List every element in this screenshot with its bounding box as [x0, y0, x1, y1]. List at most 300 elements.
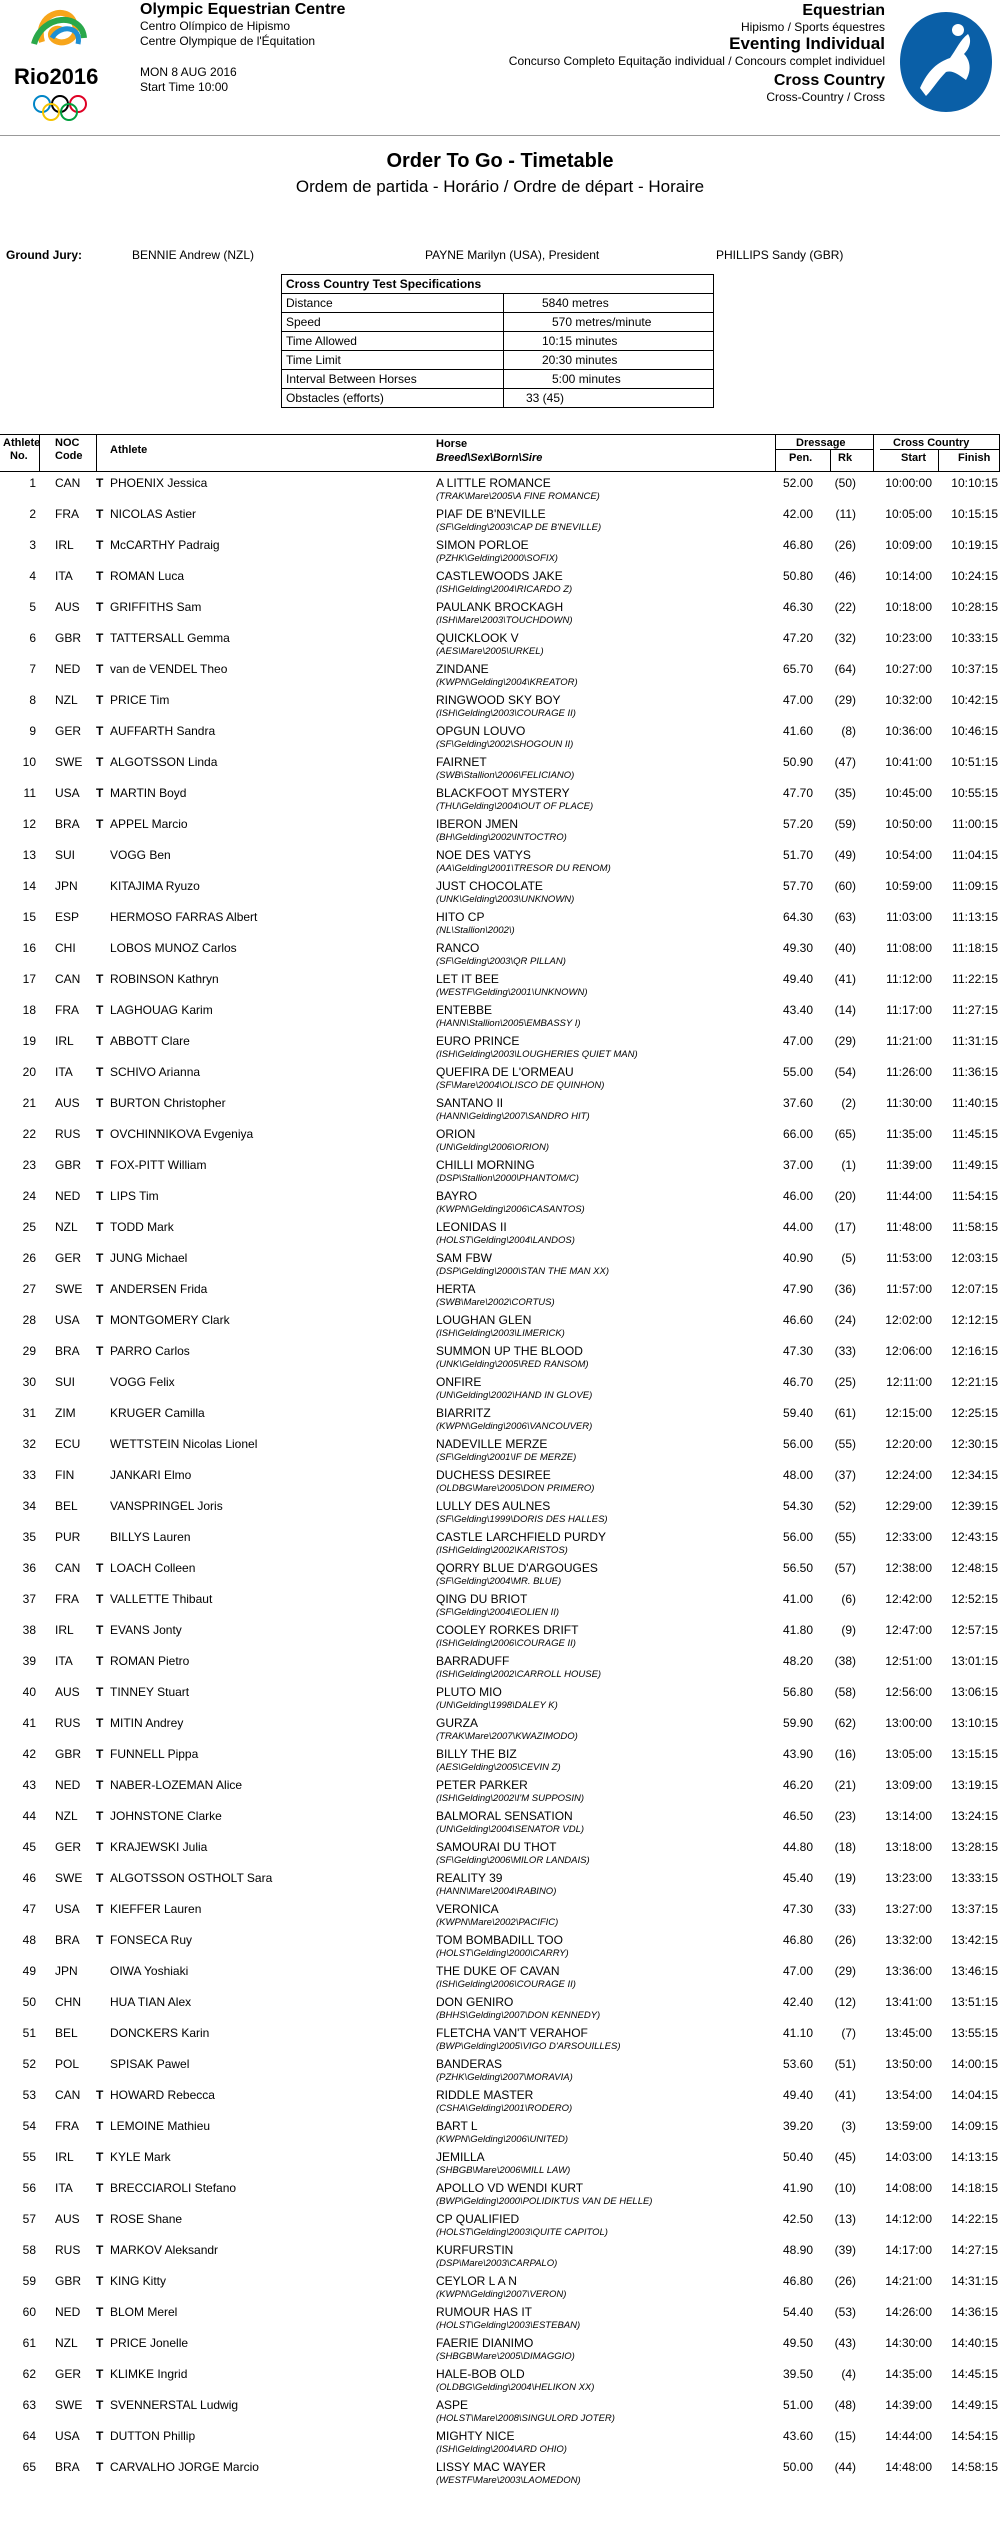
- finish-time: 14:00:15: [951, 2057, 998, 2071]
- finish-time: 12:07:15: [951, 1282, 998, 1296]
- athlete-name: KYLE Mark: [110, 2150, 171, 2164]
- noc-code: CAN: [55, 1561, 81, 1575]
- noc-code: GBR: [55, 1158, 82, 1172]
- table-row: [0, 1282, 1000, 1313]
- dressage-rank: (23): [834, 1809, 856, 1823]
- athlete-name: ALGOTSSON OSTHOLT Sara: [110, 1871, 273, 1885]
- team-flag: T: [96, 600, 104, 614]
- start-time: 10:00:00: [885, 476, 932, 490]
- dressage-rank: (55): [834, 1530, 856, 1544]
- athlete-no: 33: [22, 1468, 36, 1482]
- athlete-no: 1: [29, 476, 36, 490]
- athlete-name: BRECCIAROLI Stefano: [110, 2181, 237, 2195]
- athlete-no: 55: [22, 2150, 36, 2164]
- noc-code: ITA: [55, 569, 73, 583]
- horse-breed: (OLDBG\Gelding\2004\HELIKON XX): [436, 2382, 595, 2393]
- start-time: 11:35:00: [886, 1127, 932, 1141]
- start-time: 14:30:00: [885, 2336, 932, 2350]
- table-row: [0, 2026, 1000, 2057]
- dressage-penalty: 44.80: [782, 1840, 813, 1854]
- noc-code: CHN: [55, 1995, 81, 2009]
- horse-breed: (HOLST\Mare\2008\SINGULORD JOTER): [436, 2413, 615, 2424]
- spec-label: Speed: [282, 313, 504, 332]
- noc-code: IRL: [55, 1623, 74, 1637]
- athlete-no: 12: [22, 817, 36, 831]
- horse-breed: (ISH\Gelding\2002\CARROLL HOUSE): [436, 1669, 602, 1680]
- noc-code: BEL: [55, 2026, 78, 2040]
- spec-label: Interval Between Horses: [282, 370, 504, 389]
- athlete-no: 3: [29, 538, 36, 552]
- venue-name-fr: Centre Olympique de l'Équitation: [140, 34, 316, 48]
- finish-time: 14:18:15: [951, 2181, 998, 2195]
- dressage-rank: (38): [834, 1654, 856, 1668]
- rio2016-logo: [12, 4, 112, 124]
- table-row: [0, 1375, 1000, 1406]
- start-time: 11:26:00: [886, 1065, 932, 1079]
- athlete-name: HUA TIAN Alex: [110, 1995, 192, 2009]
- dressage-penalty: 47.90: [782, 1282, 813, 1296]
- horse-name: THE DUKE OF CAVAN: [436, 1964, 560, 1978]
- dressage-penalty: 46.00: [782, 1189, 813, 1203]
- dressage-penalty: 37.60: [782, 1096, 813, 1110]
- dressage-penalty: 51.70: [782, 848, 813, 862]
- table-row: [0, 1313, 1000, 1344]
- noc-code: NZL: [55, 1220, 78, 1234]
- horse-breed: (OLDBG\Mare\2005\DON PRIMERO): [436, 1483, 595, 1494]
- dressage-penalty: 40.90: [782, 1251, 813, 1265]
- finish-time: 14:45:15: [951, 2367, 998, 2381]
- horse-name: NOE DES VATYS: [436, 848, 531, 862]
- dressage-rank: (13): [834, 2212, 856, 2226]
- dressage-penalty: 46.60: [782, 1313, 813, 1327]
- horse-breed: (SF\Gelding\2001\IF DE MERZE): [436, 1452, 577, 1463]
- dressage-penalty: 47.00: [782, 1964, 813, 1978]
- dressage-penalty: 45.40: [782, 1871, 813, 1885]
- dressage-rank: (17): [834, 1220, 856, 1234]
- athlete-no: 6: [29, 631, 36, 645]
- table-row: [0, 1964, 1000, 1995]
- noc-code: SWE: [55, 1871, 83, 1885]
- finish-time: 12:21:15: [951, 1375, 998, 1389]
- dressage-rank: (58): [834, 1685, 856, 1699]
- ground-jury-label: Ground Jury:: [6, 248, 83, 262]
- athlete-name: PRICE Jonelle: [110, 2336, 189, 2350]
- athlete-name: ALGOTSSON Linda: [110, 755, 218, 769]
- dressage-rank: (35): [834, 786, 856, 800]
- finish-time: 12:25:15: [951, 1406, 998, 1420]
- horse-name: BIARRITZ: [436, 1406, 491, 1420]
- dressage-penalty: 50.00: [782, 2460, 813, 2474]
- horse-breed: (PZHK\Gelding\2000\SOFIX): [436, 553, 558, 564]
- finish-time: 11:31:15: [952, 1034, 998, 1048]
- table-row: [0, 1592, 1000, 1623]
- athlete-name: KLIMKE Ingrid: [110, 2367, 188, 2381]
- athlete-name: KING Kitty: [110, 2274, 167, 2288]
- athlete-no: 54: [22, 2119, 36, 2133]
- athlete-name: TATTERSALL Gemma: [110, 631, 230, 645]
- dressage-penalty: 47.20: [782, 631, 813, 645]
- col-athlete: Athlete: [110, 444, 148, 456]
- athlete-no: 40: [22, 1685, 36, 1699]
- col-noc: NOC: [55, 437, 80, 449]
- dressage-rank: (3): [841, 2119, 856, 2133]
- horse-breed: (SF\Gelding\2003\CAP DE B'NEVILLE): [436, 522, 602, 533]
- start-time: 12:29:00: [885, 1499, 932, 1513]
- dressage-rank: (41): [834, 2088, 856, 2102]
- dressage-penalty: 47.00: [782, 1034, 813, 1048]
- event-sub: Concurso Completo Equitação individual / Concours complet individuel: [508, 54, 885, 68]
- noc-code: GER: [55, 1251, 82, 1265]
- horse-name: VERONICA: [436, 1902, 499, 1916]
- dressage-penalty: 50.90: [782, 755, 813, 769]
- noc-code: NZL: [55, 2336, 78, 2350]
- dressage-penalty: 39.50: [782, 2367, 813, 2381]
- athlete-name: ANDERSEN Frida: [110, 1282, 208, 1296]
- horse-name: DUCHESS DESIREE: [436, 1468, 551, 1482]
- team-flag: T: [96, 1592, 104, 1606]
- noc-code: FRA: [55, 1592, 79, 1606]
- team-flag: T: [96, 2119, 104, 2133]
- start-time: 10:05:00: [885, 507, 932, 521]
- team-flag: T: [96, 1065, 104, 1079]
- team-flag: T: [96, 2150, 104, 2164]
- horse-breed: (UNK\Gelding\2005\RED RANSOM): [436, 1359, 589, 1370]
- horse-breed: (UN\Gelding\2002\HAND IN GLOVE): [436, 1390, 593, 1401]
- finish-time: 12:03:15: [951, 1251, 998, 1265]
- athlete-no: 28: [22, 1313, 36, 1327]
- dressage-penalty: 46.20: [782, 1778, 813, 1792]
- finish-time: 11:27:15: [952, 1003, 998, 1017]
- horse-breed: (HANN\Mare\2004\RABINO): [436, 1886, 557, 1897]
- horse-name: SAMOURAI DU THOT: [436, 1840, 557, 1854]
- jury-member: BENNIE Andrew (NZL): [132, 248, 255, 262]
- horse-breed: (HANN\Gelding\2007\SANDRO HIT): [436, 1111, 590, 1122]
- horse-name: QORRY BLUE D'ARGOUGES: [436, 1561, 598, 1575]
- horse-breed: (HOLST\Gelding\2003\QUITE CAPITOL): [436, 2227, 608, 2238]
- athlete-no: 56: [22, 2181, 36, 2195]
- horse-name: FAIRNET: [436, 755, 487, 769]
- dressage-rank: (29): [834, 693, 856, 707]
- dressage-rank: (60): [834, 879, 856, 893]
- horse-breed: (KWPN\Gelding\2006\UNITED): [436, 2134, 568, 2145]
- dressage-rank: (33): [834, 1344, 856, 1358]
- athlete-name: FOX-PITT William: [110, 1158, 207, 1172]
- start-time: 14:03:00: [885, 2150, 932, 2164]
- venue-block: [140, 2, 345, 95]
- horse-breed: (SHBGB\Mare\2006\MILL LAW): [436, 2165, 571, 2176]
- horse-breed: (ISH\Gelding\2004\RICARDO Z): [436, 584, 573, 595]
- noc-code: NZL: [55, 1809, 78, 1823]
- finish-time: 10:10:15: [951, 476, 998, 490]
- finish-time: 10:42:15: [951, 693, 998, 707]
- start-time: 13:41:00: [885, 1995, 932, 2009]
- dressage-rank: (7): [841, 2026, 856, 2040]
- table-row: [0, 1623, 1000, 1654]
- team-flag: T: [96, 1685, 104, 1699]
- spec-value: 570 metres/minute: [504, 313, 714, 332]
- dressage-rank: (62): [834, 1716, 856, 1730]
- team-flag: T: [96, 1096, 104, 1110]
- horse-name: CASTLEWOODS JAKE: [436, 569, 563, 583]
- start-time: 13:32:00: [885, 1933, 932, 1947]
- finish-time: 13:19:15: [951, 1778, 998, 1792]
- noc-code: ITA: [55, 1065, 73, 1079]
- athlete-name: KRUGER Camilla: [110, 1406, 205, 1420]
- horse-name: QUEFIRA DE L'ORMEAU: [436, 1065, 574, 1079]
- table-row: [0, 1871, 1000, 1902]
- horse-name: RANCO: [436, 941, 480, 955]
- finish-time: 11:18:15: [952, 941, 998, 955]
- noc-code: FRA: [55, 507, 79, 521]
- table-row: [0, 1902, 1000, 1933]
- horse-breed: (BHHS\Gelding\2007\DON KENNEDY): [436, 2010, 601, 2021]
- start-time: Start Time 10:00: [140, 80, 229, 94]
- dressage-rank: (51): [834, 2057, 856, 2071]
- noc-code: JPN: [55, 879, 78, 893]
- start-time: 12:15:00: [885, 1406, 932, 1420]
- horse-name: ENTEBBE: [436, 1003, 493, 1017]
- dressage-penalty: 43.60: [782, 2429, 813, 2443]
- finish-time: 11:40:15: [952, 1096, 998, 1110]
- table-row: [0, 1220, 1000, 1251]
- horse-breed: (ISH\Gelding\2003\COURAGE II): [436, 708, 576, 719]
- athlete-name: VALLETTE Thibaut: [110, 1592, 213, 1606]
- dressage-rank: (32): [834, 631, 856, 645]
- horse-breed: (ISH\Gelding\2002\I'M SUPPOSIN): [436, 1793, 585, 1804]
- horse-name: BART L: [436, 2119, 478, 2133]
- noc-code: CHI: [55, 941, 76, 955]
- jury-member: PHILLIPS Sandy (GBR): [716, 248, 844, 262]
- table-row: [0, 600, 1000, 631]
- dressage-penalty: 56.00: [782, 1437, 813, 1451]
- horse-name: QUICKLOOK V: [436, 631, 519, 645]
- athlete-name: SVENNERSTAL Ludwig: [110, 2398, 239, 2412]
- athlete-name: HERMOSO FARRAS Albert: [110, 910, 258, 924]
- athlete-name: KRAJEWSKI Julia: [110, 1840, 208, 1854]
- start-time: 12:20:00: [885, 1437, 932, 1451]
- start-time: 10:14:00: [885, 569, 932, 583]
- athlete-no: 8: [29, 693, 36, 707]
- horse-name: REALITY 39: [436, 1871, 503, 1885]
- athlete-name: FONSECA Ruy: [110, 1933, 193, 1947]
- start-time: 11:03:00: [886, 910, 932, 924]
- finish-time: 11:54:15: [952, 1189, 998, 1203]
- table-row: [0, 817, 1000, 848]
- finish-time: 13:28:15: [951, 1840, 998, 1854]
- spec-value: 33 (45): [504, 389, 714, 408]
- horse-name: LISSY MAC WAYER: [436, 2460, 546, 2474]
- start-time: 11:12:00: [886, 972, 932, 986]
- dressage-rank: (15): [834, 2429, 856, 2443]
- table-row: [0, 2212, 1000, 2243]
- dressage-rank: (20): [834, 1189, 856, 1203]
- athlete-name: ABBOTT Clare: [110, 1034, 190, 1048]
- start-time: 14:17:00: [885, 2243, 932, 2257]
- noc-code: AUS: [55, 1096, 80, 1110]
- col-rk: Rk: [838, 452, 853, 464]
- dressage-rank: (18): [834, 1840, 856, 1854]
- horse-breed: (KWPN\Gelding\2006\CASANTOS): [436, 1204, 585, 1215]
- dressage-penalty: 46.50: [782, 1809, 813, 1823]
- dressage-rank: (48): [834, 2398, 856, 2412]
- athlete-no: 50: [22, 1995, 36, 2009]
- dressage-penalty: 42.00: [782, 507, 813, 521]
- finish-time: 13:46:15: [951, 1964, 998, 1978]
- athlete-no: 15: [22, 910, 36, 924]
- athlete-no: 46: [22, 1871, 36, 1885]
- team-flag: T: [96, 2367, 104, 2381]
- athlete-no: 4: [29, 569, 36, 583]
- horse-breed: (KWPN\Gelding\2006\VANCOUVER): [436, 1421, 593, 1432]
- horse-breed: (SWB\Stallion\2006\FELICIANO): [436, 770, 575, 781]
- finish-time: 12:30:15: [951, 1437, 998, 1451]
- team-flag: T: [96, 507, 104, 521]
- athlete-name: LIPS Tim: [110, 1189, 159, 1203]
- noc-code: BRA: [55, 817, 80, 831]
- finish-time: 10:24:15: [951, 569, 998, 583]
- venue-name: Olympic Equestrian Centre: [140, 1, 346, 18]
- noc-code: BEL: [55, 1499, 78, 1513]
- start-time: 13:18:00: [885, 1840, 932, 1854]
- start-time: 11:44:00: [886, 1189, 932, 1203]
- horse-name: KURFURSTIN: [436, 2243, 514, 2257]
- horse-name: MIGHTY NICE: [436, 2429, 515, 2443]
- horse-breed: (ISH\Gelding\2006\COURAGE II): [436, 1979, 576, 1990]
- dressage-rank: (12): [834, 1995, 856, 2009]
- spec-value: 5:00 minutes: [504, 370, 714, 389]
- horse-name: BARRADUFF: [436, 1654, 510, 1668]
- athlete-no: 16: [22, 941, 36, 955]
- horse-breed: (AES\Mare\2005\URKEL): [436, 646, 544, 657]
- start-time: 14:44:00: [885, 2429, 932, 2443]
- horse-breed: (SF\Gelding\2004\MR. BLUE): [436, 1576, 562, 1587]
- athlete-no: 26: [22, 1251, 36, 1265]
- finish-time: 10:19:15: [951, 538, 998, 552]
- finish-time: 13:01:15: [951, 1654, 998, 1668]
- start-time: 10:32:00: [885, 693, 932, 707]
- dressage-penalty: 42.50: [782, 2212, 813, 2226]
- noc-code: ZIM: [55, 1406, 76, 1420]
- dressage-rank: (55): [834, 1437, 856, 1451]
- athlete-name: JOHNSTONE Clarke: [110, 1809, 222, 1823]
- dressage-penalty: 43.40: [782, 1003, 813, 1017]
- dressage-rank: (16): [834, 1747, 856, 1761]
- athlete-no: 11: [23, 786, 36, 800]
- athlete-name: CARVALHO JORGE Marcio: [110, 2460, 259, 2474]
- table-row: [0, 1344, 1000, 1375]
- horse-breed: (NL\Stallion\2002\): [436, 925, 515, 936]
- dressage-rank: (29): [834, 1034, 856, 1048]
- sport-sub: Hipismo / Sports équestres: [740, 20, 885, 34]
- athlete-name: McCARTHY Padraig: [110, 538, 220, 552]
- athlete-no: 20: [22, 1065, 36, 1079]
- athlete-no: 34: [22, 1499, 36, 1513]
- dressage-penalty: 42.40: [782, 1995, 813, 2009]
- athlete-name: TINNEY Stuart: [110, 1685, 190, 1699]
- horse-breed: (ISH\Mare\2003\TOUCHDOWN): [436, 615, 573, 626]
- dressage-rank: (43): [834, 2336, 856, 2350]
- start-time: 14:12:00: [885, 2212, 932, 2226]
- horse-name: RINGWOOD SKY BOY: [436, 693, 561, 707]
- athlete-no: 30: [22, 1375, 36, 1389]
- table-row: [0, 848, 1000, 879]
- athlete-no: 5: [29, 600, 36, 614]
- finish-time: 14:04:15: [951, 2088, 998, 2102]
- team-flag: T: [96, 2243, 104, 2257]
- athlete-no: 22: [22, 1127, 36, 1141]
- table-row: [0, 2057, 1000, 2088]
- athlete-no: 27: [22, 1282, 36, 1296]
- team-flag: T: [96, 2274, 104, 2288]
- start-time: 13:14:00: [885, 1809, 932, 1823]
- table-row: [0, 1747, 1000, 1778]
- team-flag: T: [96, 1344, 104, 1358]
- horse-breed: (TRAK\Mare\2007\KWAZIMODO): [436, 1731, 578, 1742]
- noc-code: ECU: [55, 1437, 81, 1451]
- team-flag: T: [96, 1809, 104, 1823]
- team-flag: T: [96, 1282, 104, 1296]
- horse-name: NADEVILLE MERZE: [436, 1437, 548, 1451]
- start-time: 11:53:00: [886, 1251, 932, 1265]
- noc-code: BRA: [55, 1344, 80, 1358]
- dressage-penalty: 50.80: [782, 569, 813, 583]
- finish-time: 11:04:15: [952, 848, 998, 862]
- col-horse: Horse: [436, 438, 468, 450]
- athlete-name: MARTIN Boyd: [110, 786, 187, 800]
- start-time: 10:54:00: [885, 848, 932, 862]
- start-time: 11:30:00: [886, 1096, 932, 1110]
- dressage-penalty: 41.10: [782, 2026, 813, 2040]
- horse-name: DON GENIRO: [436, 1995, 514, 2009]
- dressage-penalty: 64.30: [782, 910, 813, 924]
- horse-name: FLETCHA VAN'T VERAHOF: [436, 2026, 588, 2040]
- table-row: [0, 1127, 1000, 1158]
- noc-code: GBR: [55, 1747, 82, 1761]
- horse-name: BILLY THE BIZ: [436, 1747, 517, 1761]
- athlete-name: GRIFFITHS Sam: [110, 600, 202, 614]
- athlete-name: PRICE Tim: [110, 693, 170, 707]
- noc-code: BRA: [55, 1933, 80, 1947]
- horse-breed: (SF\Gelding\1999\DORIS DES HALLES): [436, 1514, 608, 1525]
- dressage-penalty: 51.00: [782, 2398, 813, 2412]
- athlete-no: 41: [22, 1716, 36, 1730]
- team-flag: T: [96, 1251, 104, 1265]
- dressage-rank: (41): [834, 972, 856, 986]
- start-time: 14:48:00: [885, 2460, 932, 2474]
- athlete-no: 44: [22, 1809, 36, 1823]
- team-flag: T: [96, 1220, 104, 1234]
- athlete-no: 14: [22, 879, 36, 893]
- athlete-no: 43: [22, 1778, 36, 1792]
- finish-time: 14:58:15: [951, 2460, 998, 2474]
- team-flag: T: [96, 2212, 104, 2226]
- team-flag: T: [96, 1034, 104, 1048]
- start-time: 10:41:00: [885, 755, 932, 769]
- horse-breed: (BH\Gelding\2002\INTOCTRO): [436, 832, 567, 843]
- dressage-rank: (46): [834, 569, 856, 583]
- dressage-rank: (53): [834, 2305, 856, 2319]
- dressage-rank: (36): [834, 1282, 856, 1296]
- start-time: 10:59:00: [885, 879, 932, 893]
- horse-name: RUMOUR HAS IT: [436, 2305, 532, 2319]
- finish-time: 13:51:15: [951, 1995, 998, 2009]
- team-flag: T: [96, 1654, 104, 1668]
- table-row: [0, 1809, 1000, 1840]
- athlete-no: 42: [22, 1747, 36, 1761]
- athlete-name: HOWARD Rebecca: [110, 2088, 215, 2102]
- horse-name: PLUTO MIO: [436, 1685, 502, 1699]
- athlete-name: ROSE Shane: [110, 2212, 183, 2226]
